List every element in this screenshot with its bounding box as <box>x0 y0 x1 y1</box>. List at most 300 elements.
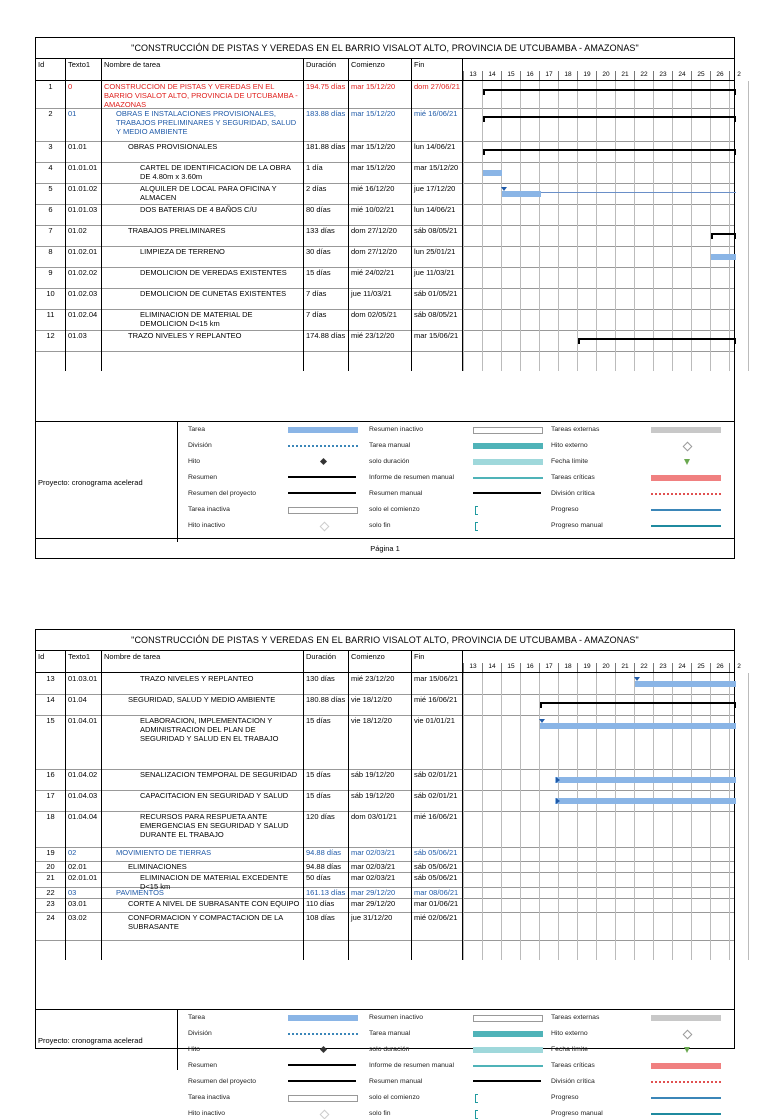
task-start: mar 29/12/20 <box>349 887 412 898</box>
empty-cell <box>102 351 304 371</box>
summary-bar[interactable] <box>540 702 736 704</box>
legend-swatch <box>651 425 723 435</box>
timescale-tick: 14 <box>482 71 501 80</box>
task-texto1: 01.01 <box>66 141 102 162</box>
legend-label: solo el comienzo <box>369 506 420 513</box>
legend-label: solo duración <box>369 1046 410 1053</box>
legend-label: Resumen del proyecto <box>188 490 257 497</box>
task-name: DEMOLICION DE CUNETAS EXISTENTES <box>102 288 304 309</box>
task-start: mar 15/12/20 <box>349 141 412 162</box>
task-duration: 94.88 días <box>304 847 349 861</box>
task-texto1: 01.04.03 <box>66 790 102 811</box>
legend-swatch <box>473 1013 545 1023</box>
legend-swatch <box>473 1061 545 1071</box>
task-row[interactable] <box>36 288 734 310</box>
timescale-tick: 17 <box>539 71 558 80</box>
legend-label: Progreso <box>551 1094 579 1101</box>
legend-label: Hito inactivo <box>188 1110 226 1117</box>
task-texto1: 01.04.02 <box>66 769 102 790</box>
timescale-tick: 24 <box>672 71 691 80</box>
task-id: 15 <box>36 715 66 769</box>
task-row[interactable] <box>36 330 734 352</box>
legend <box>36 421 734 542</box>
task-id: 7 <box>36 225 66 246</box>
task-id: 17 <box>36 790 66 811</box>
task-name: MOVIMIENTO DE TIERRAS <box>102 847 304 861</box>
legend-label: Resumen <box>188 1062 218 1069</box>
task-start: mar 02/03/21 <box>349 872 412 887</box>
task-finish: mar 15/12/20 <box>412 162 463 183</box>
task-id: 24 <box>36 912 66 940</box>
legend-label: Hito <box>188 458 201 465</box>
task-name: TRAZO NIVELES Y REPLANTEO <box>102 330 304 351</box>
timescale-tick: 17 <box>539 663 558 672</box>
task-id: 12 <box>36 330 66 351</box>
task-id: 21 <box>36 872 66 887</box>
legend-swatch <box>473 505 545 515</box>
bracket-swatch <box>475 522 478 531</box>
summary-swatch <box>288 476 356 478</box>
summary-bar[interactable] <box>578 338 736 340</box>
legend-swatch <box>288 1077 360 1087</box>
legend-swatch <box>473 521 545 531</box>
bracket-swatch <box>475 1110 478 1119</box>
legend-swatch <box>651 441 723 451</box>
milestone-swatch <box>683 1030 693 1040</box>
dependency-line <box>541 192 736 193</box>
task-finish: mar 15/06/21 <box>412 330 463 351</box>
gantt-cell <box>463 141 734 162</box>
task-bar[interactable] <box>635 681 736 687</box>
task-duration: 80 días <box>304 204 349 225</box>
task-row[interactable] <box>36 309 734 331</box>
legend-swatch <box>473 425 545 435</box>
legend-label: Hito externo <box>551 442 588 449</box>
task-row[interactable] <box>36 673 734 695</box>
empty-cell <box>412 351 463 371</box>
task-bar-swatch <box>651 1015 721 1021</box>
legend-label: Tareas externas <box>551 426 600 433</box>
task-texto1: 01.02 <box>66 225 102 246</box>
task-texto1: 01.04 <box>66 694 102 715</box>
gantt-cell <box>463 790 734 811</box>
timescale-tick: 14 <box>482 663 501 672</box>
dependency-arrow <box>556 798 560 804</box>
dependency-arrow <box>556 777 560 783</box>
task-row[interactable] <box>36 183 734 205</box>
empty-cell <box>304 351 349 371</box>
task-name: DEMOLICION DE VEREDAS EXISTENTES <box>102 267 304 288</box>
task-texto1: 03.02 <box>66 912 102 940</box>
task-row[interactable] <box>36 847 734 862</box>
task-name: ELIMINACION DE MATERIAL EXCEDENTE D<15 km <box>102 872 304 887</box>
page-title: "CONSTRUCCIÓN DE PISTAS Y VEREDAS EN EL BARRIO VISALOT ALTO, PROVINCIA DE UTCUBAMBA - AMAZONAS" <box>36 630 734 651</box>
timescale-tick: 15 <box>501 71 520 80</box>
timescale-tick: 15 <box>501 663 520 672</box>
timescale-tick: 23 <box>653 663 672 672</box>
task-finish: mar 08/06/21 <box>412 887 463 898</box>
timescale-tick: 24 <box>672 663 691 672</box>
task-start: vie 18/12/20 <box>349 694 412 715</box>
legend-label: Tarea <box>188 426 206 433</box>
task-name: RECURSOS PARA RESPUETA ANTE EMERGENCIAS EN SEGURIDAD Y SALUD DURANTE EL TRABAJO <box>102 811 304 847</box>
task-duration: 174.88 días <box>304 330 349 351</box>
task-row[interactable] <box>36 225 734 247</box>
legend-swatch <box>473 1109 545 1119</box>
gantt-cell <box>463 847 734 861</box>
line-swatch <box>473 1065 543 1067</box>
task-finish: sáb 05/06/21 <box>412 872 463 887</box>
legend-swatch <box>288 1093 360 1103</box>
timescale-tick: 20 <box>596 71 615 80</box>
summary-bar[interactable] <box>483 116 736 118</box>
task-row[interactable] <box>36 108 734 142</box>
timescale-tick: 23 <box>653 71 672 80</box>
task-start: dom 03/01/21 <box>349 811 412 847</box>
timescale-tick: 18 <box>558 71 577 80</box>
gantt-cell <box>463 769 734 790</box>
task-start: mar 15/12/20 <box>349 162 412 183</box>
timescale-tick: 22 <box>634 71 653 80</box>
task-bar[interactable] <box>502 191 541 197</box>
legend-label: Resumen <box>188 474 218 481</box>
gantt-cell <box>463 715 734 769</box>
header-comienzo: Comienzo <box>349 651 412 672</box>
task-finish: sáb 01/05/21 <box>412 288 463 309</box>
legend-swatch <box>288 1013 360 1023</box>
task-bar[interactable] <box>555 777 736 783</box>
legend-swatch <box>288 457 360 467</box>
timescale-tick: 2 <box>729 71 748 80</box>
gantt-cell <box>463 81 734 108</box>
task-name: OBRAS E INSTALACIONES PROVISIONALES, TRABAJOS PRELIMINARES Y SEGURIDAD, SALUD Y MEDIO AMBIENTE <box>102 108 304 141</box>
summary-swatch <box>473 1080 541 1082</box>
task-row[interactable] <box>36 715 734 770</box>
task-name: CORTE A NIVEL DE SUBRASANTE CON EQUIPO <box>102 898 304 912</box>
header-nombre: Nombre de tarea <box>102 651 304 672</box>
task-duration: 1 día <box>304 162 349 183</box>
task-duration: 133 días <box>304 225 349 246</box>
task-finish: dom 27/06/21 <box>412 81 463 108</box>
task-texto1: 01.02.03 <box>66 288 102 309</box>
task-row[interactable] <box>36 872 734 891</box>
gantt-cell <box>463 861 734 872</box>
task-row[interactable] <box>36 81 734 109</box>
legend-label: Informe de resumen manual <box>369 1062 455 1069</box>
task-texto1: 01 <box>66 108 102 141</box>
legend-swatch <box>288 505 360 515</box>
task-name: CONFORMACION Y COMPACTACION DE LA SUBRASANTE <box>102 912 304 940</box>
task-duration: 15 días <box>304 715 349 769</box>
legend-label: División <box>188 1030 212 1037</box>
task-row[interactable] <box>36 267 734 289</box>
task-bar[interactable] <box>483 170 502 176</box>
summary-bar[interactable] <box>483 149 736 151</box>
task-name: ALQUILER DE LOCAL PARA OFICINA Y ALMACEN <box>102 183 304 204</box>
gantt-cell <box>463 811 734 847</box>
task-finish: mié 16/06/21 <box>412 108 463 141</box>
deadline-swatch <box>684 459 690 465</box>
legend-swatch <box>288 1045 360 1055</box>
legend-swatch <box>288 1061 360 1071</box>
legend-swatch <box>651 457 723 467</box>
task-name: ELABORACION, IMPLEMENTACION Y ADMINISTRACION DEL PLAN DE SEGURIDAD Y SALUD EN EL TRABAJO <box>102 715 304 769</box>
task-bar[interactable] <box>711 254 736 260</box>
project-label: Proyecto: cronograma acelerad <box>36 1010 178 1070</box>
task-start: mar 29/12/20 <box>349 898 412 912</box>
task-duration: 50 días <box>304 872 349 887</box>
task-duration: 15 días <box>304 769 349 790</box>
task-texto1: 02.01.01 <box>66 872 102 887</box>
gantt-cell <box>463 694 734 715</box>
task-row[interactable] <box>36 898 734 913</box>
task-texto1: 03 <box>66 887 102 898</box>
project-label: Proyecto: cronograma acelerad <box>36 422 178 542</box>
legend-swatch <box>288 441 360 451</box>
table-header <box>36 59 741 81</box>
task-row[interactable] <box>36 811 734 848</box>
task-bar[interactable] <box>540 723 736 729</box>
task-duration: 183.88 días <box>304 108 349 141</box>
task-duration: 120 días <box>304 811 349 847</box>
legend-swatch <box>651 1045 723 1055</box>
task-texto1: 02.01 <box>66 861 102 872</box>
task-bar-swatch <box>288 427 358 433</box>
task-name: CONSTRUCCION DE PISTAS Y VEREDAS EN EL BARRIO VISALOT ALTO, PROVINCIA DE UTCUBAMBA - AMAZONAS <box>102 81 304 108</box>
legend-label: Progreso <box>551 506 579 513</box>
timescale-tick: 26 <box>710 71 729 80</box>
legend-swatch <box>288 521 360 531</box>
summary-swatch <box>288 492 356 494</box>
gantt-cell <box>463 330 734 351</box>
task-texto1: 01.01.01 <box>66 162 102 183</box>
empty-cell <box>304 940 349 960</box>
split-swatch <box>288 1033 358 1038</box>
task-name: SENALIZACION TEMPORAL DE SEGURIDAD <box>102 769 304 790</box>
header-texto1: Texto1 <box>66 59 102 80</box>
gantt-cell <box>463 351 734 371</box>
milestone-swatch <box>320 1110 330 1119</box>
task-id: 9 <box>36 267 66 288</box>
summary-bar[interactable] <box>711 233 736 235</box>
task-start: jue 11/03/21 <box>349 288 412 309</box>
legend-swatch <box>651 1013 723 1023</box>
legend-label: Tareas críticas <box>551 474 595 481</box>
empty-row <box>36 351 734 371</box>
task-bar-swatch <box>651 475 721 481</box>
task-start: mar 15/12/20 <box>349 108 412 141</box>
task-duration: 110 días <box>304 898 349 912</box>
split-swatch <box>651 1081 721 1086</box>
legend-label: Resumen inactivo <box>369 1014 424 1021</box>
timescale-tick: 25 <box>691 663 710 672</box>
legend-label: Tarea inactiva <box>188 1094 230 1101</box>
task-start: mar 02/03/21 <box>349 861 412 872</box>
timescale-tick: 18 <box>558 663 577 672</box>
empty-row <box>36 940 734 960</box>
task-name: TRABAJOS PRELIMINARES <box>102 225 304 246</box>
task-row[interactable] <box>36 790 734 812</box>
legend-label: solo duración <box>369 458 410 465</box>
task-start: mié 10/02/21 <box>349 204 412 225</box>
empty-cell <box>36 351 66 371</box>
legend-label: Resumen inactivo <box>369 426 424 433</box>
empty-cell <box>412 940 463 960</box>
gantt-cell <box>463 898 734 912</box>
task-start: sáb 19/12/20 <box>349 769 412 790</box>
dependency-arrow <box>539 719 545 723</box>
line-swatch <box>651 525 721 527</box>
task-id: 4 <box>36 162 66 183</box>
timescale-tick: 20 <box>596 663 615 672</box>
task-row[interactable] <box>36 694 734 716</box>
split-swatch <box>288 445 358 450</box>
timescale-tick: 26 <box>710 663 729 672</box>
task-duration: 181.88 días <box>304 141 349 162</box>
empty-cell <box>349 351 412 371</box>
task-finish: lun 14/06/21 <box>412 141 463 162</box>
legend-swatch <box>651 1109 723 1119</box>
task-name: LIMPIEZA DE TERRENO <box>102 246 304 267</box>
task-id: 2 <box>36 108 66 141</box>
legend-label: Hito externo <box>551 1030 588 1037</box>
legend-label: Tarea inactiva <box>188 506 230 513</box>
legend-label: Resumen manual <box>369 490 423 497</box>
legend-label: División crítica <box>551 1078 595 1085</box>
legend-swatch <box>473 1045 545 1055</box>
task-bar-swatch <box>288 1015 358 1021</box>
page-title: "CONSTRUCCIÓN DE PISTAS Y VEREDAS EN EL BARRIO VISALOT ALTO, PROVINCIA DE UTCUBAMBA - AMAZONAS" <box>36 38 734 59</box>
empty-cell <box>66 940 102 960</box>
task-texto1: 01.04.04 <box>66 811 102 847</box>
legend-label: Progreso manual <box>551 1110 603 1117</box>
task-name: DOS BATERIAS DE 4 BAÑOS C/U <box>102 204 304 225</box>
legend-swatch <box>473 473 545 483</box>
task-finish: jue 11/03/21 <box>412 267 463 288</box>
inactive-swatch <box>473 427 543 434</box>
gantt-cell <box>463 673 734 694</box>
task-row[interactable] <box>36 141 734 163</box>
legend-swatch <box>473 1093 545 1103</box>
legend-label: División <box>188 442 212 449</box>
task-start: jue 31/12/20 <box>349 912 412 940</box>
empty-cell <box>349 940 412 960</box>
task-bar[interactable] <box>555 798 736 804</box>
task-row[interactable] <box>36 162 734 184</box>
task-id: 11 <box>36 309 66 330</box>
line-swatch <box>651 1113 721 1115</box>
task-bar-swatch <box>651 427 721 433</box>
summary-swatch <box>288 1064 356 1066</box>
inactive-swatch <box>473 1015 543 1022</box>
task-bar-swatch <box>473 443 543 449</box>
timescale-tick: 21 <box>615 71 634 80</box>
task-duration: 15 días <box>304 267 349 288</box>
task-start: mar 02/03/21 <box>349 847 412 861</box>
task-duration: 7 días <box>304 309 349 330</box>
task-finish: lun 14/06/21 <box>412 204 463 225</box>
legend-swatch <box>651 473 723 483</box>
split-swatch <box>651 493 721 498</box>
timescale-tick: 13 <box>463 663 482 672</box>
task-rows <box>36 81 734 421</box>
task-texto1: 0 <box>66 81 102 108</box>
task-id: 5 <box>36 183 66 204</box>
dependency-arrow <box>501 187 507 191</box>
task-duration: 94.88 días <box>304 861 349 872</box>
timescale-tick: 22 <box>634 663 653 672</box>
task-id: 23 <box>36 898 66 912</box>
empty-cell <box>102 940 304 960</box>
gantt-cell <box>463 162 734 183</box>
task-finish: sáb 08/05/21 <box>412 225 463 246</box>
task-texto1: 01.02.04 <box>66 309 102 330</box>
task-row[interactable] <box>36 769 734 791</box>
task-duration: 108 días <box>304 912 349 940</box>
task-rows <box>36 673 734 1033</box>
header-duracion: Duración <box>304 651 349 672</box>
task-finish: sáb 08/05/21 <box>412 309 463 330</box>
summary-bar[interactable] <box>483 89 736 91</box>
timescale <box>463 651 741 672</box>
line-swatch <box>651 1097 721 1099</box>
task-row[interactable] <box>36 246 734 268</box>
header-duracion: Duración <box>304 59 349 80</box>
task-name: CAPACITACION EN SEGURIDAD Y SALUD <box>102 790 304 811</box>
task-row[interactable] <box>36 912 734 941</box>
table-header <box>36 651 741 673</box>
legend-swatch <box>288 425 360 435</box>
gantt-cell <box>463 246 734 267</box>
task-finish: sáb 05/06/21 <box>412 861 463 872</box>
legend-label: Fecha límite <box>551 1046 589 1053</box>
legend-label: solo fin <box>369 1110 391 1117</box>
task-start: dom 27/12/20 <box>349 246 412 267</box>
task-start: dom 27/12/20 <box>349 225 412 246</box>
legend-label: Informe de resumen manual <box>369 474 455 481</box>
timescale <box>463 59 741 80</box>
gantt-cell <box>463 912 734 940</box>
legend-label: Tarea <box>188 1014 206 1021</box>
task-texto1: 01.01.03 <box>66 204 102 225</box>
task-id: 19 <box>36 847 66 861</box>
header-id: Id <box>36 651 66 672</box>
legend-label: Tareas externas <box>551 1014 600 1021</box>
task-name: CARTEL DE IDENTIFICACION DE LA OBRA DE 4.80m x 3.60m <box>102 162 304 183</box>
task-id: 18 <box>36 811 66 847</box>
gantt-cell <box>463 183 734 204</box>
header-id: Id <box>36 59 66 80</box>
task-finish: mar 01/06/21 <box>412 898 463 912</box>
task-finish: sáb 02/01/21 <box>412 769 463 790</box>
task-id: 6 <box>36 204 66 225</box>
task-row[interactable] <box>36 204 734 226</box>
task-start: dom 02/05/21 <box>349 309 412 330</box>
task-texto1: 01.02.01 <box>66 246 102 267</box>
empty-cell <box>66 351 102 371</box>
timescale-tick: 13 <box>463 71 482 80</box>
task-id: 16 <box>36 769 66 790</box>
task-bar-swatch <box>651 1063 721 1069</box>
task-start: mié 16/12/20 <box>349 183 412 204</box>
gantt-cell <box>463 887 734 898</box>
task-duration: 30 días <box>304 246 349 267</box>
task-texto1: 02 <box>66 847 102 861</box>
bracket-swatch <box>475 506 478 515</box>
task-id: 8 <box>36 246 66 267</box>
milestone-swatch <box>320 458 327 465</box>
legend-swatch <box>473 457 545 467</box>
